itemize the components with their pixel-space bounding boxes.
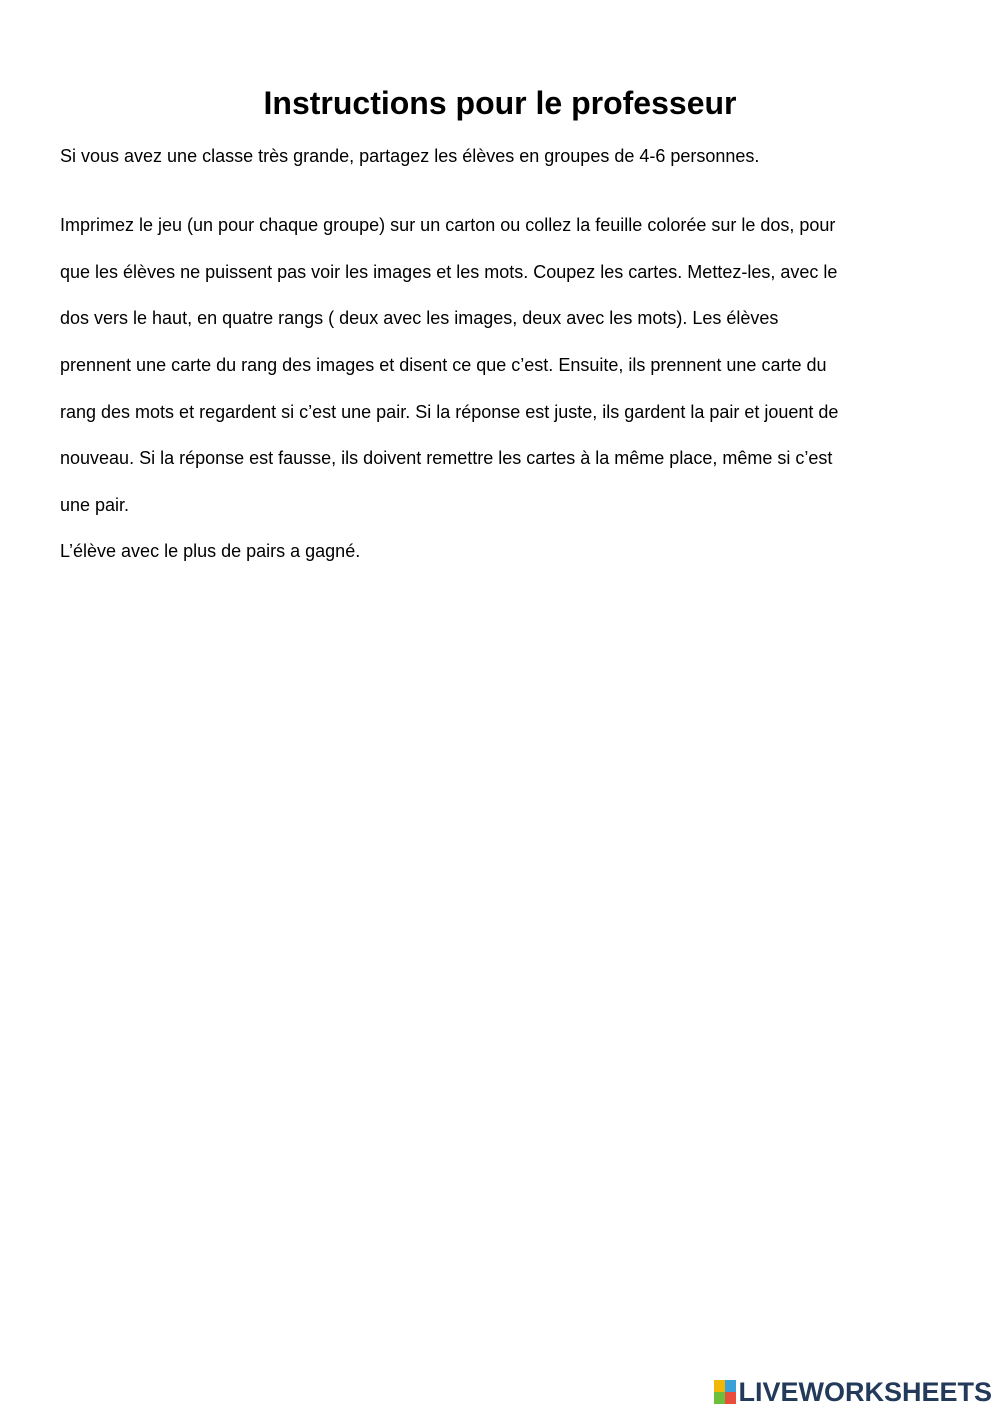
logo-square — [714, 1380, 725, 1392]
paragraph-line: que les élèves ne puissent pas voir les images et les mots. Coupez les cartes. Mettez-les, avec le — [60, 261, 838, 282]
paragraph-line: dos vers le haut, en quatre rangs ( deux avec les images, deux avec les mots). Les élèves — [60, 308, 779, 329]
page-title: Instructions pour le professeur — [263, 85, 737, 121]
logo-square — [714, 1392, 725, 1404]
paragraph-line: une pair. — [60, 494, 130, 515]
liveworksheets-logo-icon — [714, 1380, 736, 1404]
paragraph-line: Imprimez le jeu (un pour chaque groupe) sur un carton ou collez la feuille colorée sur le dos, pour — [60, 215, 836, 236]
instruction-paragraph-2 — [60, 191, 950, 587]
paragraph-line: rang des mots et regardent si c’est une pair. Si la réponse est juste, ils gardent la pair et jouent de — [60, 401, 839, 422]
instruction-paragraph-1: Si vous avez une classe très grande, partagez les élèves en groupes de 4-6 personnes. — [60, 146, 760, 166]
logo-square — [725, 1380, 736, 1392]
paragraph-line: prennent une carte du rang des images et disent ce que c’est. Ensuite, ils prennent une carte du — [60, 355, 827, 376]
paragraph-line: nouveau. Si la réponse est fausse, ils doivent remettre les cartes à la même place, même si c’est — [60, 448, 833, 469]
paragraph-line: L’élève avec le plus de pairs a gagné. — [60, 541, 361, 562]
logo-text: LIVEWORKSHEETS — [738, 1377, 992, 1407]
logo-square — [725, 1392, 736, 1404]
liveworksheets-logo — [714, 1377, 992, 1407]
